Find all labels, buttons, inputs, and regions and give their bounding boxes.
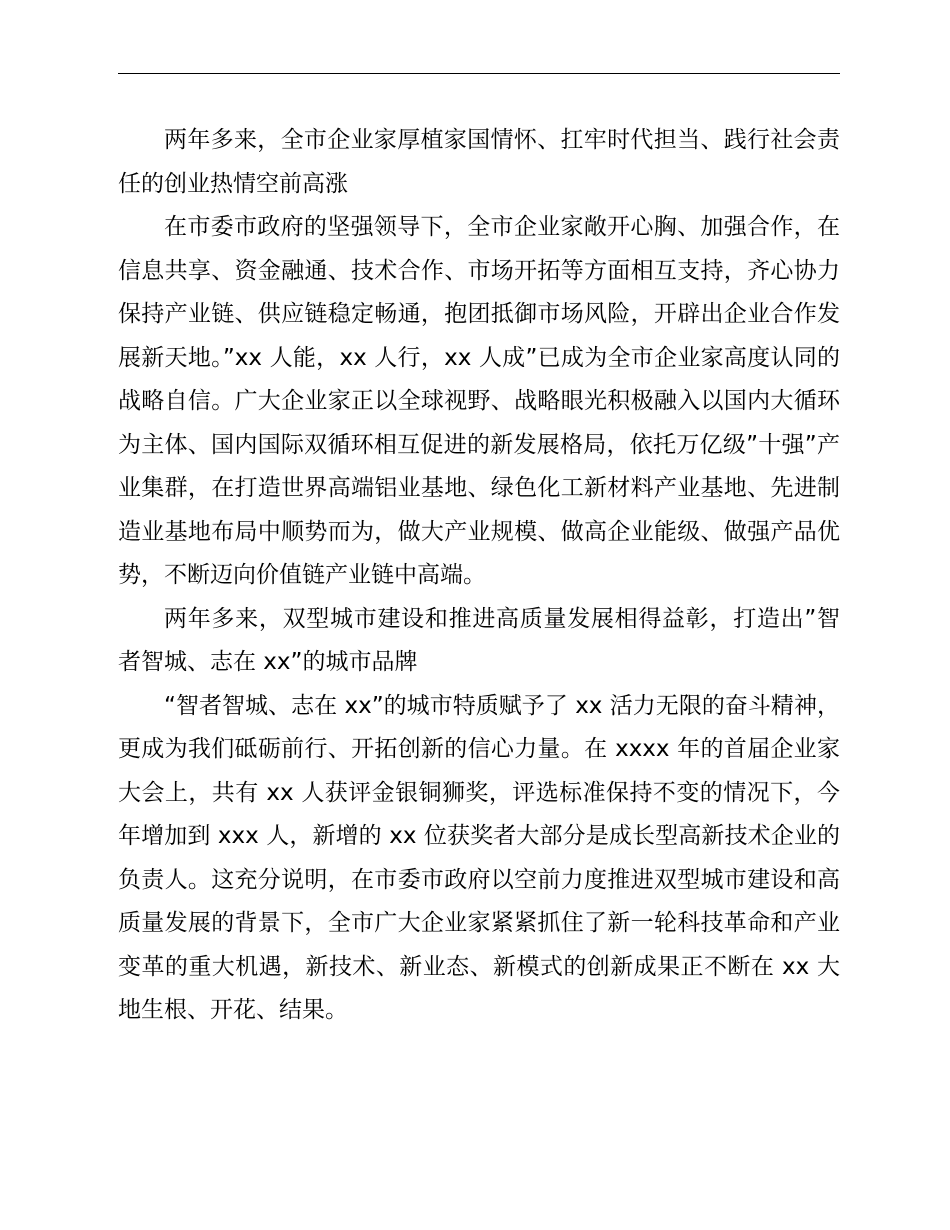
paragraph-2: 在市委市政府的坚强领导下，全市企业家敞开心胸、加强合作，在信息共享、资金融通、技术合作、市场开拓等方面相互支持，齐心协力保持产业链、供应链稳定畅通，抱团抵御市场风险，开辟出企业合作发展新天地。”xx 人能，xx 人行，xx 人成”已成为全市企业家高度认同的战略自信。广大企业家正以全球视野、战略眼光积极融入以国内大循环为主体、国内国际双循环相互促进的新发展格局，依托万亿级”十强”产业集群，在打造世界高端铝业基地、绿色化工新材料产业基地、先进制造业基地布局中顺势而为，做大产业规模、做高企业能级、做强产品优势，不断迈向价值链产业链中高端。 [118,214,840,588]
paragraph-4: “智者智城、志在 xx”的城市特质赋予了 xx 活力无限的奋斗精神，更成为我们砥砺前行、开拓创新的信心力量。在 xxxx 年的首届企业家大会上，共有 xx 人获评金银铜狮奖，评选标准保持不变的情况下，今年增加到 xxx 人，新增的 xx 位获奖者大部分是成长型高新技术企业的负责人。这充分说明，在市委市政府以空前力度推进双型城市建设和高质量发展的背景下，全市广大企业家紧紧抓住了新一轮科技革命和产业变革的重大机遇，新技术、新业态、新模式的创新成果正不断在 xx 大地生根、开花、结果。 [118,692,840,1023]
paragraph-1: 两年多来，全市企业家厚植家国情怀、扛牢时代担当、践行社会责任的创业热情空前高涨 [118,127,840,197]
header-rule [118,73,840,74]
document-body [118,119,840,1033]
paragraph-3: 两年多来，双型城市建设和推进高质量发展相得益彰，打造出”智者智城、志在 xx”的城市品牌 [118,605,840,675]
